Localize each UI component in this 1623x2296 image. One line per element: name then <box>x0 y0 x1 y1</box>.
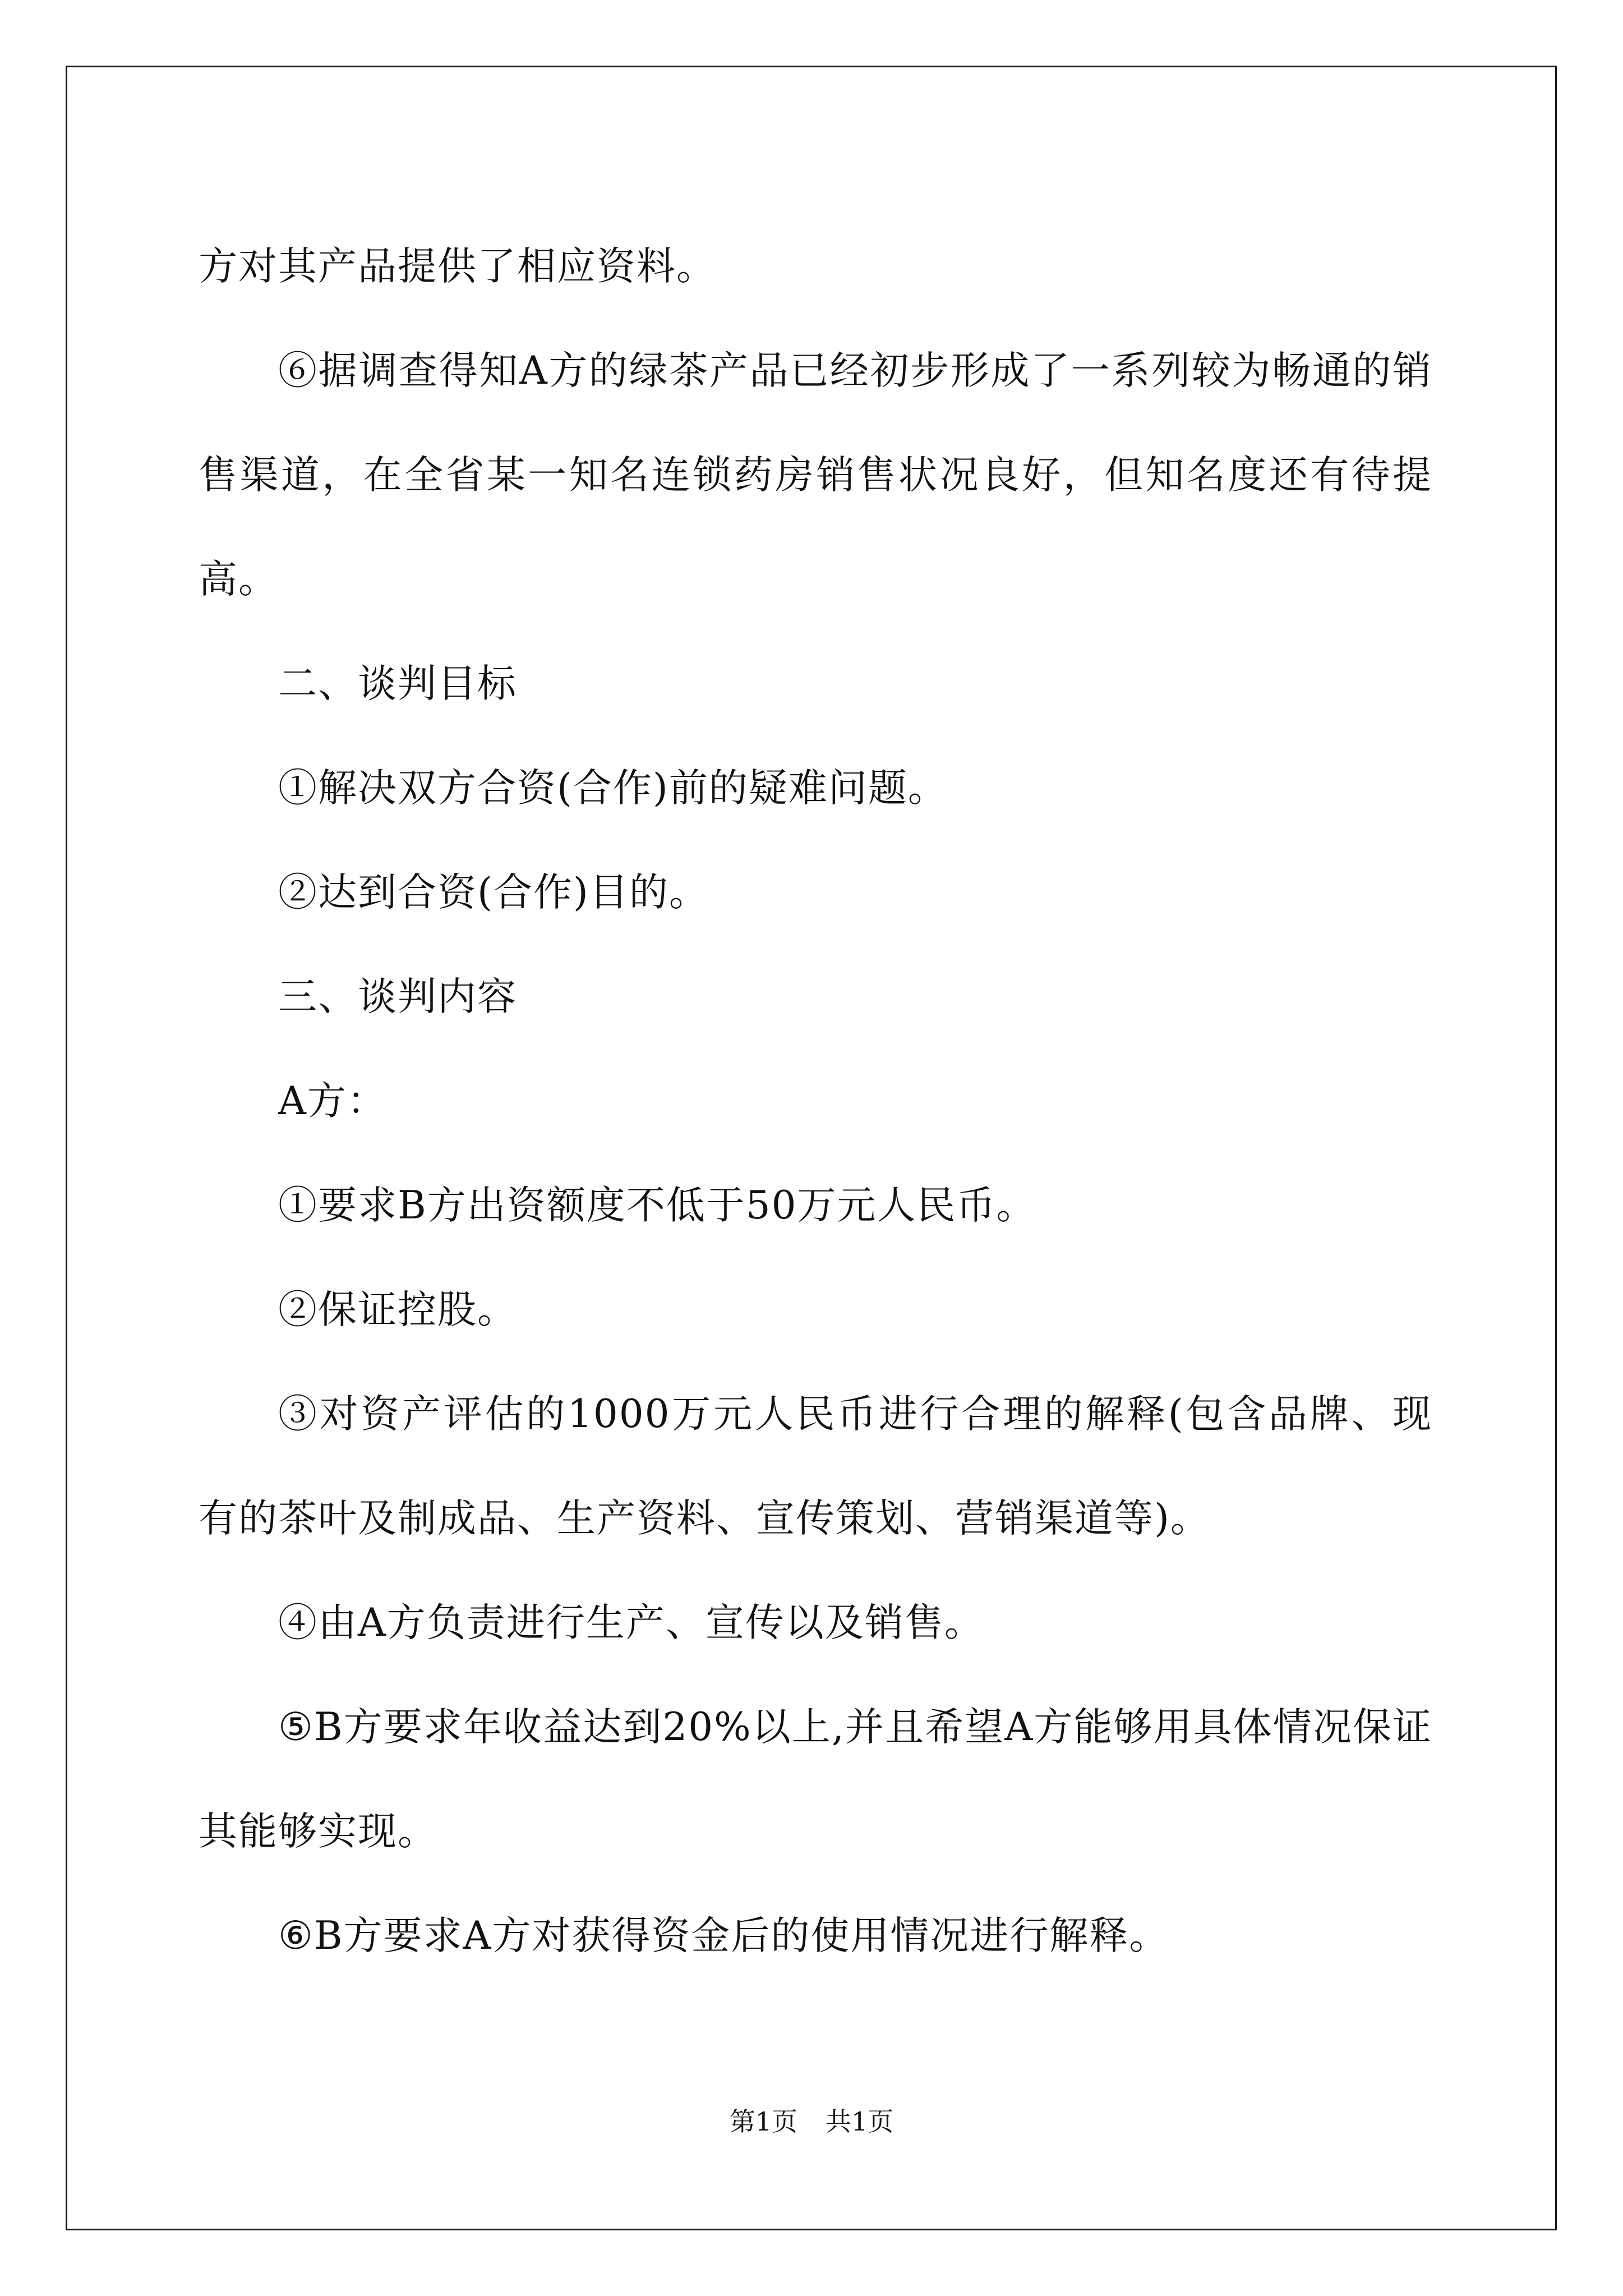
paragraph: 方对其产品提供了相应资料。 <box>199 244 716 289</box>
list-item: ⑥B方要求A方对获得资金后的使用情况进行解释。 <box>278 1913 1169 1958</box>
list-item: ②保证控股。 <box>278 1287 517 1332</box>
list-item: ④由A方负责进行生产、宣传以及销售。 <box>278 1600 984 1645</box>
paragraph: ⑥据调查得知A方的绿茶产品已经初步形成了一系列较为畅通的销售渠道，在全省某一知名连锁药房销售状况良好，但知名度还有待提高。 <box>199 348 1432 602</box>
list-item: ①要求B方出资额度不低于50万元人民币。 <box>278 1183 1036 1228</box>
page-footer <box>0 2101 1623 2138</box>
list-item: ③对资产评估的1000万元人民币进行合理的解释(包含品牌、现有的茶叶及制成品、生产资料、宣传策划、营销渠道等)。 <box>199 1392 1432 1541</box>
list-item: ①解决双方合资(合作)前的疑难问题。 <box>278 766 948 811</box>
list-item: ⑤B方要求年收益达到20%以上,并且希望A方能够用具体情况保证其能够实现。 <box>199 1705 1432 1854</box>
party-label: A方： <box>278 1079 387 1124</box>
page-number: 第1页 <box>729 2106 797 2137</box>
document-body <box>199 214 1432 1988</box>
section-heading: 二、谈判目标 <box>278 661 517 706</box>
page-total: 共1页 <box>826 2106 894 2137</box>
list-item: ②达到合资(合作)目的。 <box>278 870 709 915</box>
section-heading: 三、谈判内容 <box>278 974 517 1019</box>
